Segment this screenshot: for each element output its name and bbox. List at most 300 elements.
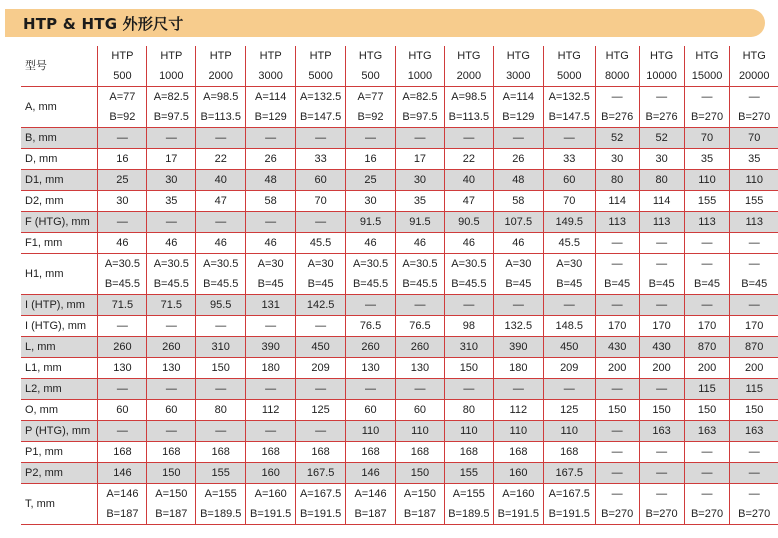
table-cell: — [98, 212, 147, 233]
table-cell: — [444, 128, 493, 149]
table-cell: — [147, 421, 196, 442]
table-cell: 160 [493, 463, 543, 484]
table-cell [493, 87, 543, 128]
table-cell: — [147, 316, 196, 337]
table-cell: 146 [98, 463, 147, 484]
table-cell: 40 [444, 170, 493, 191]
table-cell: 112 [493, 400, 543, 421]
table-cell [196, 484, 246, 525]
table-cell: 80 [639, 170, 684, 191]
model-header-line: HTG [605, 50, 629, 62]
table-cell-line: B=187 [106, 508, 139, 520]
table-cell-line: A=114 [502, 91, 534, 103]
table-cell-line: A=30 [307, 258, 334, 270]
table-cell: — [595, 442, 639, 463]
model-header [296, 46, 346, 87]
table-cell: 30 [346, 191, 396, 212]
table-cell [296, 87, 346, 128]
table-cell [98, 484, 147, 525]
table-cell-line: A=146 [354, 488, 387, 500]
table-cell [395, 484, 444, 525]
table-cell: 17 [147, 149, 196, 170]
table-cell [595, 254, 639, 295]
model-header [98, 46, 147, 87]
table-cell: 180 [493, 358, 543, 379]
table-cell-line: B=113.5 [200, 111, 241, 123]
table-cell: 60 [543, 170, 595, 191]
table-cell [543, 87, 595, 128]
row-label: I (HTG), mm [21, 316, 98, 337]
table-cell: 131 [246, 295, 296, 316]
table-cell-line: A=30 [556, 258, 583, 270]
table-cell: 150 [684, 400, 730, 421]
table-cell: 110 [444, 421, 493, 442]
model-header-line: HTP [309, 50, 332, 62]
table-cell-line: — [748, 258, 760, 270]
table-cell: — [246, 421, 296, 442]
table-cell: 130 [147, 358, 196, 379]
table-cell [639, 254, 684, 295]
model-header [395, 46, 444, 87]
table-cell: — [246, 379, 296, 400]
table-cell: 46 [444, 233, 493, 254]
row-label: P2, mm [21, 463, 98, 484]
table-cell: 390 [246, 337, 296, 358]
table-cell-line: B=129 [502, 111, 535, 123]
table-row [21, 400, 778, 421]
title-banner [5, 9, 765, 37]
table-cell [730, 87, 778, 128]
table-cell: — [639, 463, 684, 484]
model-header-line: 10000 [646, 70, 677, 82]
table-cell: 98 [444, 316, 493, 337]
model-header [595, 46, 639, 87]
table-cell: 76.5 [395, 316, 444, 337]
table-cell [595, 484, 639, 525]
table-cell: — [444, 295, 493, 316]
table-cell: 180 [246, 358, 296, 379]
table-cell: 60 [395, 400, 444, 421]
table-cell: 130 [346, 358, 396, 379]
table-cell: 60 [98, 400, 147, 421]
table-cell: 130 [98, 358, 147, 379]
table-cell: — [493, 128, 543, 149]
row-label: H1, mm [21, 254, 98, 295]
table-cell: 91.5 [395, 212, 444, 233]
table-cell: 90.5 [444, 212, 493, 233]
table-cell-line: A=155 [452, 488, 485, 500]
table-cell-line: B=45.5 [402, 278, 438, 290]
table-cell: — [684, 442, 730, 463]
table-cell: 45.5 [543, 233, 595, 254]
table-cell-line: B=45.5 [352, 278, 389, 290]
model-header-line: 15000 [691, 70, 723, 82]
table-cell: — [296, 128, 346, 149]
row-label: L, mm [21, 337, 98, 358]
table-cell: — [639, 379, 684, 400]
table-cell: 58 [246, 191, 296, 212]
model-header-line: HTP [209, 50, 232, 62]
table-cell: — [196, 379, 246, 400]
table-cell: — [246, 128, 296, 149]
table-cell: 70 [543, 191, 595, 212]
table-cell: 200 [595, 358, 639, 379]
table-cell [639, 87, 684, 128]
table-cell [730, 484, 778, 525]
table-cell: 30 [147, 170, 196, 191]
table-cell: 310 [444, 337, 493, 358]
table-cell: 107.5 [493, 212, 543, 233]
table-cell: — [595, 463, 639, 484]
table-cell-line: A=30 [505, 258, 532, 270]
table-cell: 16 [98, 149, 147, 170]
table-cell: 110 [493, 421, 543, 442]
table-cell-line: B=187 [155, 508, 188, 520]
table-cell: 17 [395, 149, 444, 170]
table-cell: 200 [684, 358, 730, 379]
table-cell [684, 254, 730, 295]
table-cell-line: B=270 [601, 508, 634, 520]
header-label: 型号 [21, 46, 98, 87]
table-cell-line: A=30.5 [153, 258, 189, 270]
table-cell [98, 254, 147, 295]
table-cell-line: B=92 [109, 111, 136, 123]
row-label: L2, mm [21, 379, 98, 400]
table-cell: 95.5 [196, 295, 246, 316]
table-cell: — [147, 212, 196, 233]
row-label: P1, mm [21, 442, 98, 463]
table-cell-line: B=189.5 [448, 508, 490, 520]
table-cell: 80 [595, 170, 639, 191]
table-cell: 47 [196, 191, 246, 212]
table-cell: 150 [395, 463, 444, 484]
table-cell: — [493, 379, 543, 400]
table-cell: 113 [730, 212, 778, 233]
table-row [21, 421, 778, 442]
model-header-line: HTG [457, 50, 481, 62]
table-cell: 168 [246, 442, 296, 463]
table-cell: 71.5 [147, 295, 196, 316]
table-cell: — [395, 379, 444, 400]
table-cell [493, 484, 543, 525]
table-cell: 200 [730, 358, 778, 379]
table-cell [730, 254, 778, 295]
table-cell: — [98, 128, 147, 149]
table-cell: 170 [595, 316, 639, 337]
table-row [21, 316, 778, 337]
table-cell: — [296, 212, 346, 233]
table-cell: — [543, 379, 595, 400]
table-cell: 430 [639, 337, 684, 358]
table-cell: 30 [639, 149, 684, 170]
table-cell: 22 [196, 149, 246, 170]
table-cell: — [639, 442, 684, 463]
table-row [21, 254, 778, 295]
row-label: I (HTP), mm [21, 295, 98, 316]
table-cell: 167.5 [543, 463, 595, 484]
table-cell: 71.5 [98, 295, 147, 316]
table-cell: 167.5 [296, 463, 346, 484]
table-cell-line: A=30.5 [451, 258, 487, 270]
model-header-line: HTG [358, 50, 383, 62]
table-cell-line: B=45.5 [203, 278, 239, 290]
table-cell: 33 [296, 149, 346, 170]
table-cell: — [346, 128, 396, 149]
table-row [21, 379, 778, 400]
table-cell: — [246, 212, 296, 233]
row-label: D, mm [21, 149, 98, 170]
table-cell: 132.5 [493, 316, 543, 337]
table-cell-line: A=132.5 [548, 91, 590, 103]
table-cell: — [730, 233, 778, 254]
table-cell-line: — [748, 91, 760, 103]
table-cell: 170 [639, 316, 684, 337]
table-cell-line: B=45.5 [104, 278, 140, 290]
table-cell-line: B=45 [694, 278, 721, 290]
model-header-line: 2000 [208, 70, 233, 82]
model-header-line: HTG [408, 50, 432, 62]
table-cell: 260 [346, 337, 396, 358]
table-cell: 150 [730, 400, 778, 421]
table-cell-line: A=160 [254, 488, 287, 500]
table-cell: 260 [395, 337, 444, 358]
table-cell: — [395, 295, 444, 316]
table-cell-line: B=189.5 [200, 508, 242, 520]
table-cell: 115 [730, 379, 778, 400]
table-cell-line: A=155 [204, 488, 237, 500]
table-cell-line: A=30.5 [402, 258, 438, 270]
table-cell: 149.5 [543, 212, 595, 233]
row-label: F1, mm [21, 233, 98, 254]
table-cell: 125 [543, 400, 595, 421]
table-cell: 200 [639, 358, 684, 379]
table-cell [346, 484, 396, 525]
table-cell: 450 [543, 337, 595, 358]
table-cell: 870 [730, 337, 778, 358]
table-cell: — [296, 316, 346, 337]
table-cell-line: A=150 [403, 488, 436, 500]
table-cell: 150 [639, 400, 684, 421]
table-cell: 150 [595, 400, 639, 421]
table-cell: — [543, 128, 595, 149]
table-cell: 30 [98, 191, 147, 212]
table-cell [684, 484, 730, 525]
table-cell-line: B=45.5 [451, 278, 487, 290]
table-cell-line: — [748, 488, 760, 500]
table-cell [543, 484, 595, 525]
table-row [21, 337, 778, 358]
table-row [21, 484, 778, 525]
table-cell-line: B=45 [257, 278, 284, 290]
table-cell: — [147, 379, 196, 400]
model-header-line: 20000 [738, 70, 770, 82]
table-cell [346, 254, 396, 295]
table-cell: 209 [296, 358, 346, 379]
table-cell: — [684, 463, 730, 484]
table-cell: 112 [246, 400, 296, 421]
table-cell: 70 [684, 128, 730, 149]
table-cell: 25 [98, 170, 147, 191]
table-cell: 35 [684, 149, 730, 170]
dimensions-table [21, 46, 778, 525]
table-cell: 168 [543, 442, 595, 463]
table-cell-line: B=97.5 [402, 111, 438, 123]
table-cell-line: B=270 [690, 111, 724, 123]
table-cell-line: — [611, 91, 623, 103]
table-row [21, 191, 778, 212]
table-cell: 163 [730, 421, 778, 442]
table-cell-line: A=30.5 [352, 258, 389, 270]
table-row [21, 212, 778, 233]
table-cell-line: — [701, 258, 713, 270]
table-cell: 33 [543, 149, 595, 170]
model-header [684, 46, 730, 87]
table-cell: — [639, 295, 684, 316]
table-cell: 168 [196, 442, 246, 463]
table-cell: — [296, 379, 346, 400]
table-cell: 113 [639, 212, 684, 233]
table-cell: 430 [595, 337, 639, 358]
row-label: D2, mm [21, 191, 98, 212]
table-cell-line: B=129 [254, 111, 287, 123]
table-cell: 148.5 [543, 316, 595, 337]
row-label: P (HTG), mm [21, 421, 98, 442]
model-header-line: 1000 [159, 70, 184, 82]
table-cell: 168 [395, 442, 444, 463]
table-cell [543, 254, 595, 295]
table-cell: 110 [543, 421, 595, 442]
table-cell: 46 [98, 233, 147, 254]
table-cell-line: B=45 [307, 278, 334, 290]
table-row [21, 149, 778, 170]
row-label: T, mm [21, 484, 98, 525]
table-cell: 146 [346, 463, 396, 484]
page-title: HTP & HTG 外形尺寸 [23, 15, 184, 33]
table-cell: 155 [730, 191, 778, 212]
table-cell [639, 484, 684, 525]
table-cell: — [296, 421, 346, 442]
table-cell: — [730, 295, 778, 316]
table-cell: 91.5 [346, 212, 396, 233]
table-cell: 125 [296, 400, 346, 421]
table-cell-line: — [701, 488, 713, 500]
table-cell: 168 [444, 442, 493, 463]
table-cell: — [98, 379, 147, 400]
table-cell-line: A=98.5 [451, 91, 487, 103]
table-cell [246, 484, 296, 525]
table-cell-line: B=45 [741, 278, 768, 290]
model-header-line: 1000 [407, 70, 433, 82]
table-cell [444, 254, 493, 295]
table-row [21, 170, 778, 191]
table-cell: — [730, 442, 778, 463]
model-header [444, 46, 493, 87]
table-cell [395, 254, 444, 295]
table-cell: 130 [395, 358, 444, 379]
table-cell: — [196, 316, 246, 337]
table-cell-line: A=30.5 [104, 258, 140, 270]
table-cell-line: — [701, 91, 713, 103]
table-cell [147, 254, 196, 295]
table-cell [147, 484, 196, 525]
table-cell: 168 [346, 442, 396, 463]
table-cell-line: A=167.5 [299, 488, 342, 500]
table-cell: 58 [493, 191, 543, 212]
table-cell-line: A=82.5 [153, 91, 189, 103]
table-row [21, 442, 778, 463]
model-header-line: 500 [113, 70, 132, 82]
table-cell: — [595, 295, 639, 316]
table-cell-line: B=191.5 [548, 508, 590, 520]
table-cell: 310 [196, 337, 246, 358]
table-cell: 114 [639, 191, 684, 212]
table-cell-line: B=45.5 [153, 278, 189, 290]
table-row [21, 87, 778, 128]
table-cell-line: B=191.5 [497, 508, 539, 520]
table-cell-line: A=150 [155, 488, 188, 500]
table-cell: 80 [444, 400, 493, 421]
table-cell-line: B=270 [645, 508, 678, 520]
table-cell: 46 [346, 233, 396, 254]
table-cell: — [147, 128, 196, 149]
table-cell [346, 87, 396, 128]
table-cell: 110 [684, 170, 730, 191]
table-row [21, 233, 778, 254]
table-cell: 30 [395, 170, 444, 191]
table-cell: — [196, 421, 246, 442]
model-header [196, 46, 246, 87]
table-cell: — [730, 463, 778, 484]
model-header [147, 46, 196, 87]
table-cell [444, 484, 493, 525]
table-cell: — [98, 421, 147, 442]
table-cell-line: — [611, 488, 623, 500]
table-cell: 115 [684, 379, 730, 400]
table-cell: — [684, 233, 730, 254]
model-header [543, 46, 595, 87]
row-label: O, mm [21, 400, 98, 421]
table-cell: 170 [684, 316, 730, 337]
table-cell: 150 [196, 358, 246, 379]
table-cell [296, 254, 346, 295]
table-cell: 22 [444, 149, 493, 170]
model-header-line: HTG [557, 50, 581, 62]
table-cell: 52 [595, 128, 639, 149]
model-header-line: 5000 [557, 70, 582, 82]
table-cell: 46 [246, 233, 296, 254]
table-cell [196, 254, 246, 295]
table-cell: — [543, 295, 595, 316]
table-cell-line: B=45 [505, 278, 532, 290]
table-cell: 168 [147, 442, 196, 463]
table-cell: 390 [493, 337, 543, 358]
table-cell-line: — [656, 488, 668, 500]
table-cell [246, 87, 296, 128]
table-cell: 142.5 [296, 295, 346, 316]
table-cell-line: B=92 [357, 111, 384, 123]
table-cell [395, 87, 444, 128]
table-cell-line: B=113.5 [448, 111, 490, 123]
table-cell-line: A=82.5 [402, 91, 438, 103]
model-header-line: HTG [742, 50, 766, 62]
table-cell: 48 [493, 170, 543, 191]
table-cell: 40 [196, 170, 246, 191]
table-cell-line: B=276 [645, 111, 678, 123]
table-cell: — [493, 295, 543, 316]
table-cell: 76.5 [346, 316, 396, 337]
table-row [21, 295, 778, 316]
table-row [21, 128, 778, 149]
